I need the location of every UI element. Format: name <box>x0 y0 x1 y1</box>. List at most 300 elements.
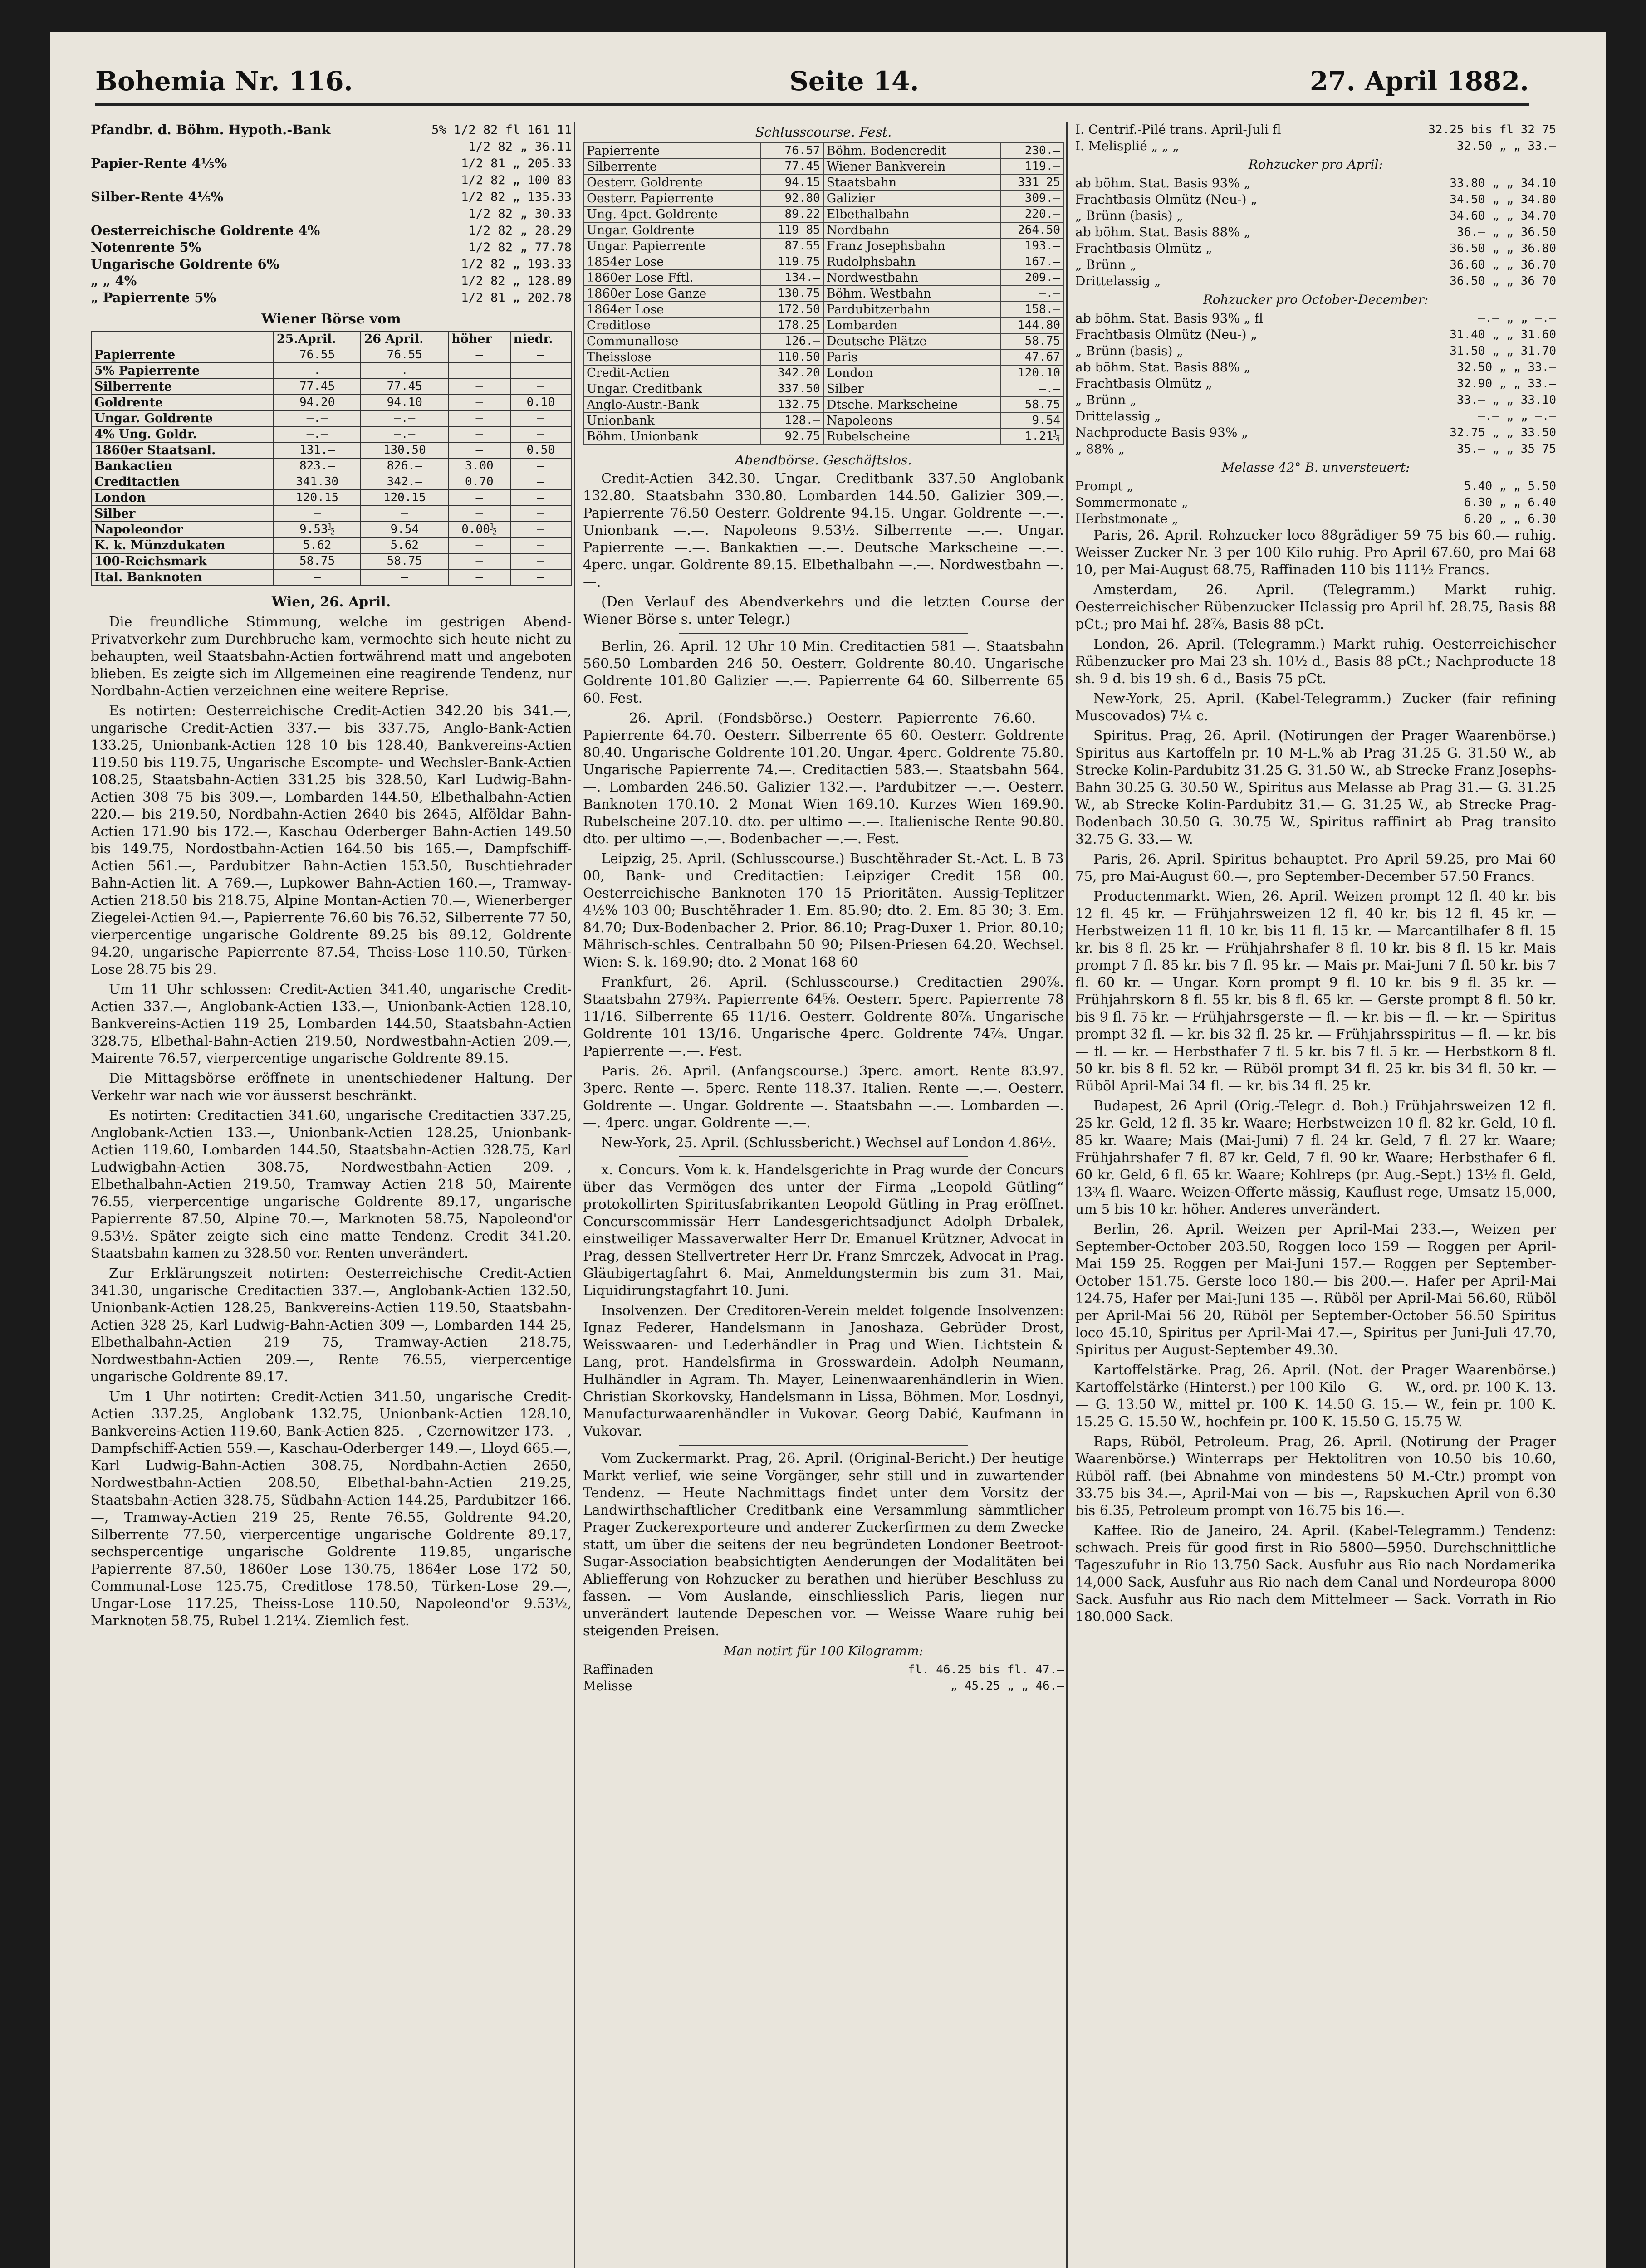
quote-cell: 58.75 <box>274 553 361 569</box>
security-name: Staatsbahn <box>823 175 1000 191</box>
paragraph: Berlin, 26. April. 12 Uhr 10 Min. Creditactien 581 —. Staatsbahn 560.50 Lombarden 246 50. Oesterr. Goldrente 80.40. Ungarische Goldrente 101.80 Galizier —.—. Papierrente 64 60. Silberrente 65 60. Fest. <box>583 639 1064 706</box>
price-value: „ 45.25 „ „ 46.— <box>950 1679 1064 1693</box>
security-name: Ungar. Goldrente <box>91 411 274 426</box>
table-row <box>583 206 1063 222</box>
security-name: Creditactien <box>91 474 274 490</box>
table-row <box>583 349 1063 365</box>
table-row <box>583 143 1063 159</box>
security-name: Dtsche. Markscheine <box>823 397 1000 413</box>
quote-cell: 144.80 <box>1000 318 1063 333</box>
security-name: Ung. 4pct. Goldrente <box>583 206 760 222</box>
price-label: ab böhm. Stat. Basis 88% „ <box>1075 225 1251 240</box>
bond-row <box>91 256 572 273</box>
paragraph: — 26. April. (Fondsbörse.) Oesterr. Papierrente 76.60. — Papierrente 64.70. Oesterr. Silberrente 65 60. Oesterr. Goldrente 80.40. Ungarische Goldrente 101.20. Ungar. 4perc. Goldrente 75.80. Ungarische Papierrente 74.—. Creditactien 583.—. Staatsbahn 564.—. Lombarden 246.50. Galizier 132.—. Pardubitzer —.—. Oesterr. Banknoten 170.10. 2 Monat Wien 169.10. Kurzes Wien 169.90. Rubelscheine 207.10. dto. per ultimo —.—. Italienische Rente 90.80. dto. per ultimo —.—. Bodenbacher —.—. Fest. <box>583 710 1064 847</box>
quote-cell: — <box>510 538 571 553</box>
price-value: 32.25 bis fl 32 75 <box>1428 123 1556 137</box>
price-label: ab böhm. Stat. Basis 88% „ <box>1075 360 1251 375</box>
price-label: Raffinaden <box>583 1662 653 1677</box>
paragraph: Es notirten: Oesterreichische Credit-Actien 342.20 bis 341.—, ungarische Credit-Actien 337.— bis 337.75, Anglo-Bank-Actien 133.25, Unionbank-Actien 128 10 bis 128.40, Bankvereins-Actien 119.50 bis 119.75, Ungarische Escompte- und Wechsler-Bank-Actien 108.25, Staatsbahn-Actien 331.25 bis 328.50, Karl Ludwig-Bahn-Actien 308 75 bis 309.—, Lombarden 144.50, Elbethalbahn-Actien 220.— bis 219.50, Nordbahn-Actien 2640 bis 2645, Alföldar Bahn-Actien 171.90 bis 172.—, Kaschau Oderberger Bahn-Actien 149.50 bis 149.75, Nordostbahn-Actien 164.50 bis 165.—, Dampfschiff-Actien 561.—, Pardubitzer Bahn-Actien 153.50, Buschtiehrader Bahn-Actien lit. A 769.—, Lupkower Bahn-Actien 160.—, Tramway-Actien 218.50 bis 218.75, Alpine Montan-Actien 70.—, Wienerberger Ziegelei-Actien 94.—, Papierrente 76.60 bis 76.52, Silberrente 77 50, vierpercentige ungarische Goldrente 89.25 bis 89.12, Goldrente 94.20, ungarische Papierrente 87.54, Theiss-Lose 110.50, Türken-Lose 28.75 bis 29. <box>91 703 572 978</box>
price-value: 32.75 „ „ 33.50 <box>1450 426 1556 440</box>
quote-cell: 132.75 <box>760 397 823 413</box>
table-row <box>91 569 571 585</box>
table-row <box>583 286 1063 302</box>
security-name: 1854er Lose <box>583 254 760 270</box>
price-value: 34.60 „ „ 34.70 <box>1450 209 1556 223</box>
price-row <box>583 1662 1064 1678</box>
security-name: Napoleons <box>823 413 1000 429</box>
security-name: London <box>91 490 274 506</box>
quote-cell: — <box>510 506 571 522</box>
bond-row <box>91 273 572 289</box>
security-name: Lombarden <box>823 318 1000 333</box>
quote-cell: 5.62 <box>274 538 361 553</box>
security-name: Anglo-Austr.-Bank <box>583 397 760 413</box>
quote-cell: 331 25 <box>1000 175 1063 191</box>
table-row <box>583 381 1063 397</box>
bond-value: 1/2 82 „ 135.33 <box>461 190 572 204</box>
security-name: Franz Josephsbahn <box>823 238 1000 254</box>
security-name: Pardubitzerbahn <box>823 302 1000 318</box>
bond-value: 1/2 82 „ 193.33 <box>461 257 572 271</box>
quote-cell: 220.— <box>1000 206 1063 222</box>
quote-cell: — <box>448 395 510 411</box>
bond-value: 1/2 82 „ 128.89 <box>461 274 572 288</box>
quote-cell: 337.50 <box>760 381 823 397</box>
price-label: Frachtbasis Olmütz (Neu-) „ <box>1075 192 1257 207</box>
price-value: 35.— „ „ 35 75 <box>1456 442 1556 456</box>
price-label: Frachtbasis Olmütz (Neu-) „ <box>1075 327 1257 342</box>
table-row <box>583 365 1063 381</box>
bond-value: 1/2 82 „ 30.33 <box>468 207 572 221</box>
price-row <box>1075 191 1556 208</box>
table-row <box>583 333 1063 349</box>
column-divider <box>1066 122 1068 2268</box>
security-name: Silber <box>823 381 1000 397</box>
security-name: London <box>823 365 1000 381</box>
wiener-boerse-table <box>91 331 572 586</box>
rohzucker-october-title: Rohzucker pro October-December: <box>1203 292 1429 307</box>
table-row <box>583 254 1063 270</box>
price-row <box>1075 343 1556 359</box>
quote-cell: 130.75 <box>760 286 823 302</box>
quote-cell: —.— <box>1000 286 1063 302</box>
section-divider <box>679 1445 968 1446</box>
quote-cell: — <box>448 442 510 458</box>
quote-cell: 130.50 <box>361 442 448 458</box>
quote-cell: 193.— <box>1000 238 1063 254</box>
table-header-row <box>91 331 571 347</box>
security-name: Silberrente <box>91 379 274 395</box>
quote-cell: 76.55 <box>361 347 448 363</box>
price-row <box>1075 240 1556 257</box>
paragraph: Leipzig, 25. April. (Schlusscourse.) Buschtěhrader St.-Act. L. B 73 00, Bank- und Creditactien: Leipziger Credit 158 00. Oesterreichische Banknoten 170 15 Prioritäten. Aussig-Teplitzer 4½% 103 00; Buschtěhrader 1. Em. 85.90; dto. 2. Em. 85 30; 3. Em. 84.70; Dux-Bodenbacher 2. Prior. 86.10; Prag-Duxer 1. Prior. 80.10; Mährisch-schles. Centralbahn 50 90; Pilsen-Priesen 64.20. Wechsel. Wien: S. k. 169.90; dto. 2 Monat 168 60 <box>583 851 1064 970</box>
quote-cell: 0.10 <box>510 395 571 411</box>
header-issue: Bohemia Nr. 116. <box>95 66 353 97</box>
bond-row <box>91 172 572 189</box>
security-name: Wiener Bankverein <box>823 159 1000 175</box>
table-row <box>91 395 571 411</box>
bond-name: „ Papierrente 5% <box>91 290 216 305</box>
bond-value: 1/2 82 „ 28.29 <box>468 224 572 238</box>
bond-name: Pfandbr. d. Böhm. Hypoth.-Bank <box>91 122 331 137</box>
security-name: Bankactien <box>91 458 274 474</box>
table-row <box>583 302 1063 318</box>
melasse-title: Melasse 42° B. unversteuert: <box>1221 460 1410 475</box>
price-row <box>1075 138 1556 154</box>
security-name: 1860er Staatsanl. <box>91 442 274 458</box>
security-name: Elbethalbahn <box>823 206 1000 222</box>
security-name: Oesterr. Papierrente <box>583 191 760 206</box>
price-row <box>1075 441 1556 457</box>
quote-cell: 92.80 <box>760 191 823 206</box>
abendboerse-title: Abendbörse. Geschäftslos. <box>735 452 912 468</box>
bond-list <box>91 122 572 306</box>
security-name: Creditlose <box>583 318 760 333</box>
bond-value: 5% 1/2 82 fl 161 11 <box>431 123 572 137</box>
quote-cell: 0.70 <box>448 474 510 490</box>
paragraph: (Den Verlauf des Abendverkehrs und die letzten Course der Wiener Börse s. unter Telegr.) <box>583 594 1064 627</box>
price-value: 33.80 „ „ 34.10 <box>1450 176 1556 190</box>
quote-cell: 128.— <box>760 413 823 429</box>
price-label: Drittelassig „ <box>1075 409 1161 424</box>
quote-cell: —.— <box>274 411 361 426</box>
table-header: 25.April. <box>274 331 361 347</box>
quote-cell: 77.45 <box>760 159 823 175</box>
bond-name: Oesterreichische Goldrente 4% <box>91 223 320 238</box>
wien-report-title: Wien, 26. April. <box>271 594 391 610</box>
price-label: Sommermonate „ <box>1075 495 1188 510</box>
table-row <box>583 270 1063 286</box>
quote-cell: 341.30 <box>274 474 361 490</box>
quote-cell: 0.50 <box>510 442 571 458</box>
quote-cell: 264.50 <box>1000 222 1063 238</box>
quote-cell: 94.15 <box>760 175 823 191</box>
price-label: „ Brünn „ <box>1075 392 1137 407</box>
price-row <box>1075 175 1556 191</box>
price-row <box>1075 257 1556 273</box>
bond-name: Silber-Rente 4⅕% <box>91 189 224 205</box>
quote-cell: — <box>448 506 510 522</box>
table-row <box>583 175 1063 191</box>
price-row <box>1075 122 1556 138</box>
price-label: I. Centrif.-Pilé trans. April-Juli fl <box>1075 122 1281 137</box>
security-name: Silber <box>91 506 274 522</box>
quote-cell: 209.— <box>1000 270 1063 286</box>
paragraph: Die Mittagsbörse eröffnete in unentschiedener Haltung. Der Verkehr war nach wie vor äusserst beschränkt. <box>91 1070 572 1104</box>
security-name: 5% Papierrente <box>91 363 274 379</box>
quote-cell: —.— <box>361 426 448 442</box>
quote-cell: 94.20 <box>274 395 361 411</box>
quote-cell: — <box>448 411 510 426</box>
price-value: 32.50 „ „ 33.— <box>1456 139 1556 153</box>
security-name: Ital. Banknoten <box>91 569 274 585</box>
security-name: Papierrente <box>91 347 274 363</box>
table-row <box>91 474 571 490</box>
paragraph: Berlin, 26. April. Weizen per April-Mai 233.—, Weizen per September-October 203.50, Roggen loco 159 — Roggen per April-Mai 159 25. Roggen per Mai-Juni 157.— Roggen per September-October 151.75. Gerste loco 180.— bis 200.—. Hafer per April-Mai 124.75, Hafer per Mai-Juni 135 —. Rüböl per April-Mai 56.60, Rüböl per April-Mai 56 20, Rüböl per September-October 56.50 Spiritus loco 45.10, Spiritus per April-Mai 47.—, Spiritus per Juni-Juli 47.70, Spiritus per August-September 49.30. <box>1075 1222 1556 1358</box>
security-name: Silberrente <box>583 159 760 175</box>
table-row <box>583 397 1063 413</box>
quote-cell: — <box>510 569 571 585</box>
quote-cell: —.— <box>361 363 448 379</box>
table-row <box>583 429 1063 445</box>
quote-cell: 172.50 <box>760 302 823 318</box>
table-header: höher <box>448 331 510 347</box>
price-value: 36.— „ „ 36.50 <box>1456 225 1556 239</box>
quote-cell: 89.22 <box>760 206 823 222</box>
price-row <box>1075 273 1556 289</box>
paragraph: Es notirten: Creditactien 341.60, ungarische Creditactien 337.25, Anglobank-Actien 133.—, Unionbank-Actien 128.25, Unionbank-Actien 119.60, Lombarden 144.50, Staatsbahn-Actien 328.75, Karl Ludwigbahn-Actien 308.75, Nordwestbahn-Actien 209.—, Elbethalbahn-Actien 219.50, Tramway Actien 218 50, Mairente 76.55, vierpercentige ungarische Goldrente 89.17, ungarische Papierrente 87.50, Alpine 70.—, Marknoten 58.75, Napoleond'or 9.53½. Später zeigte sich eine matte Tendenz. Credit 341.20. Staatsbahn kamen zu 328.50 vor. Renten unverändert. <box>91 1108 572 1261</box>
table-row <box>91 506 571 522</box>
table-row <box>583 238 1063 254</box>
paragraph: Raps, Rüböl, Petroleum. Prag, 26. April. (Notirung der Prager Waarenbörse.) Winterraps per Hektolitren von 10.50 bis 10.60, Rüböl raff. (bei Abnahme von mindestens 50 M.-Ctr.) prompt von 33.75 bis 34.—, April-Mai von — bis —, Rapskuchen April von 6.30 bis 6.35, Petroleum prompt von 16.75 bis 16.—. <box>1075 1434 1556 1519</box>
quote-cell: 94.10 <box>361 395 448 411</box>
table-row <box>91 538 571 553</box>
quote-cell: — <box>448 553 510 569</box>
price-value: 6.20 „ „ 6.30 <box>1464 512 1556 526</box>
quote-cell: — <box>510 553 571 569</box>
paragraph: New-York, 25. April. (Schlussbericht.) Wechsel auf London 4.86½. <box>601 1135 1057 1151</box>
price-label: Melisse <box>583 1678 632 1693</box>
quote-cell: 5.62 <box>361 538 448 553</box>
table-header: 26 April. <box>361 331 448 347</box>
quote-cell: 126.— <box>760 333 823 349</box>
quote-cell: 134.— <box>760 270 823 286</box>
price-value: 32.90 „ „ 33.— <box>1456 377 1556 391</box>
quote-cell: — <box>510 474 571 490</box>
price-label: „ 88% „ <box>1075 441 1125 456</box>
table-row <box>583 159 1063 175</box>
price-value: 34.50 „ „ 34.80 <box>1450 193 1556 206</box>
security-name: Böhm. Unionbank <box>583 429 760 445</box>
bond-value: 1/2 81 „ 202.78 <box>461 291 572 305</box>
bond-row <box>91 138 572 155</box>
quote-cell: — <box>448 538 510 553</box>
price-value: 36.60 „ „ 36.70 <box>1450 258 1556 272</box>
quote-cell: 58.75 <box>361 553 448 569</box>
quote-cell: 9.54 <box>1000 413 1063 429</box>
quote-cell: 9.53½ <box>274 522 361 538</box>
quote-cell: — <box>361 569 448 585</box>
price-value: 31.40 „ „ 31.60 <box>1450 328 1556 342</box>
quote-cell: — <box>510 522 571 538</box>
bond-value: 1/2 82 „ 77.78 <box>468 240 572 254</box>
price-row <box>1075 376 1556 392</box>
security-name: Böhm. Westbahn <box>823 286 1000 302</box>
quote-cell: — <box>361 506 448 522</box>
bond-name: Notenrente 5% <box>91 240 201 255</box>
quote-cell: 120.15 <box>361 490 448 506</box>
security-name: Goldrente <box>91 395 274 411</box>
quote-cell: 87.55 <box>760 238 823 254</box>
table-row <box>91 379 571 395</box>
quote-cell: — <box>448 347 510 363</box>
price-row <box>1075 359 1556 376</box>
quote-cell: 342.— <box>361 474 448 490</box>
quote-cell: — <box>274 506 361 522</box>
quote-cell: 119.75 <box>760 254 823 270</box>
table-row <box>91 411 571 426</box>
paragraph: Amsterdam, 26. April. (Telegramm.) Markt ruhig. Oesterreichischer Rübenzucker IIclassig pro April hf. 28.75, Basis 88 pCt.; pro Mai hf. 28⅞, Basis 88 pCt. <box>1075 582 1556 632</box>
quote-cell: 119.— <box>1000 159 1063 175</box>
sugar-price-title: Man notirt für 100 Kilogramm: <box>723 1643 924 1658</box>
price-row <box>1075 327 1556 343</box>
section-divider <box>679 1156 968 1157</box>
quote-cell: 131.— <box>274 442 361 458</box>
quote-cell: 120.10 <box>1000 365 1063 381</box>
security-name: Communallose <box>583 333 760 349</box>
quote-cell: 58.75 <box>1000 397 1063 413</box>
bond-name: Ungarische Goldrente 6% <box>91 256 279 272</box>
price-label: Frachtbasis Olmütz „ <box>1075 376 1212 391</box>
security-name: Ungar. Papierrente <box>583 238 760 254</box>
quote-cell: 230.— <box>1000 143 1063 159</box>
security-name: Paris <box>823 349 1000 365</box>
quote-cell: 826.— <box>361 458 448 474</box>
paragraph: Credit-Actien 342.30. Ungar. Creditbank 337.50 Anglobank 132.80. Staatsbahn 330.80. Lombarden 144.50. Galizier 309.—. Papierrente 76.50 Oesterr. Goldrente 94.15. Ungar. Goldrente —.—. Unionbank —.—. Napoleons 9.53½. Silberrente —.—. Ungar. Papierrente —.—. Bankaktien —.—. Deutsche Markscheine —.—. 4perc. ungar. Goldrente 89.15. Elbethalbahn —.—. Nordwestbahn —.—. <box>583 471 1064 590</box>
rohzucker-april-title: Rohzucker pro April: <box>1248 157 1383 172</box>
price-row <box>1075 478 1556 494</box>
quote-cell: — <box>510 363 571 379</box>
paragraph: New-York, 25. April. (Kabel-Telegramm.) Zucker (fair refining Muscovados) 7¼ c. <box>1075 691 1556 724</box>
price-value: 31.50 „ „ 31.70 <box>1450 344 1556 358</box>
paragraph: Vom Zuckermarkt. Prag, 26. April. (Original-Bericht.) Der heutige Markt verlief, wie seine Vorgänger, sehr still und in zuwartender Tendenz. — Heute Nachmittags findet unter dem Vorsitz der Landwirthschaftlicher Creditbank eine Versammlung sämmtlicher Prager Zuckerexporteure und anderer Zuckerfirmen zu dem Zwecke statt, um über die seitens der neu begründeten Londoner Beetroot-Sugar-Association beabsichtigten Aenderungen der Modalitäten bei Abliefferung von Rohzucker zu berathen und hierüber Beschluss zu fassen. — Vom Auslande, einschliesslich Paris, liegen nur unverändert lautende Depeschen vor. — Weisse Waare ruhig bei steigenden Preisen. <box>583 1451 1064 1639</box>
quote-cell: — <box>448 379 510 395</box>
security-name: Credit-Actien <box>583 365 760 381</box>
price-label: Frachtbasis Olmütz „ <box>1075 241 1212 256</box>
security-name: Rudolphsbahn <box>823 254 1000 270</box>
price-row <box>1075 224 1556 240</box>
quote-cell: — <box>448 569 510 585</box>
security-name: 4% Ung. Goldr. <box>91 426 274 442</box>
price-label: ab böhm. Stat. Basis 93% „ fl <box>1075 311 1263 326</box>
price-row <box>1075 208 1556 224</box>
quote-cell: — <box>510 347 571 363</box>
security-name: 1860er Lose Fftl. <box>583 270 760 286</box>
paragraph: Um 1 Uhr notirten: Credit-Actien 341.50, ungarische Credit-Actien 337.25, Anglobank 132.75, Unionbank-Actien 128.10, Bankvereins-Actien 119.60, Bank-Actien 825.—, Czernowitzer 173.—, Dampfschiff-Actien 559.—, Kaschau-Oderberger 149.—, Lloyd 665.—, Karl Ludwig-Bahn-Actien 308.75, Nordbahn-Actien 2650, Nordwestbahn-Actien 208.50, Elbethal-bahn-Actien 219.25, Staatsbahn-Actien 328.75, Südbahn-Actien 144.25, Pardubitzer 166.—, Tramway-Actien 219 25, Rente 76.55, Goldrente 94.20, Silberrente 77.50, vierpercentige ungarische Goldrente 89.17, sechspercentige ungarische Goldrente 119.85, ungarische Papierrente 87.50, 1860er Lose 130.75, 1864er Lose 172 50, Communal-Lose 125.75, Creditlose 178.50, Türken-Lose 29.—, Ungar-Lose 117.25, Theiss-Lose 110.50, Napoleond'or 9.53½, Marknoten 58.75, Rubel 1.21¼. Ziemlich fest. <box>91 1389 572 1629</box>
quote-cell: 76.55 <box>274 347 361 363</box>
price-value: 33.— „ „ 33.10 <box>1456 393 1556 407</box>
quote-cell: 342.20 <box>760 365 823 381</box>
price-row <box>1075 494 1556 511</box>
price-value: 6.30 „ „ 6.40 <box>1464 496 1556 509</box>
quote-cell: 110.50 <box>760 349 823 365</box>
security-name: Nordbahn <box>823 222 1000 238</box>
security-name: Napoleondor <box>91 522 274 538</box>
table-row <box>91 442 571 458</box>
table-row <box>91 458 571 474</box>
bond-name: Papier-Rente 4⅕% <box>91 156 227 171</box>
table-row <box>583 222 1063 238</box>
security-name: Deutsche Plätze <box>823 333 1000 349</box>
price-label: ab böhm. Stat. Basis 93% „ <box>1075 176 1251 191</box>
quote-cell: — <box>274 569 361 585</box>
price-value: —.— „ „ —.— <box>1478 312 1556 325</box>
table-row <box>91 347 571 363</box>
header-date: 27. April 1882. <box>1309 66 1529 97</box>
table-row <box>583 318 1063 333</box>
paragraph: Kaffee. Rio de Janeiro, 24. April. (Kabel-Telegramm.) Tendenz: schwach. Preis für good first in Rio 5800—5950. Durchschnittliche Tageszufuhr in Rio 13.750 Sack. Ausfuhr aus Rio nach Nordamerika 14,000 Sack, Ausfuhr aus Rio nach dem Canal und Nordeuropa 8000 Sack. Ausfuhr aus Rio nach dem Mittelmeer — Sack. Vorrath in Rio 180.000 Sack. <box>1075 1523 1556 1625</box>
quote-cell: — <box>510 458 571 474</box>
bond-value: 1/2 82 „ 100 83 <box>461 173 572 187</box>
price-label: Nachproducte Basis 93% „ <box>1075 425 1248 440</box>
table-header: niedr. <box>510 331 571 347</box>
security-name: 1860er Lose Ganze <box>583 286 760 302</box>
security-name: Papierrente <box>583 143 760 159</box>
security-name: 1864er Lose <box>583 302 760 318</box>
quote-cell: 167.— <box>1000 254 1063 270</box>
quote-cell: — <box>448 426 510 442</box>
quote-cell: 1.21¼ <box>1000 429 1063 445</box>
security-name: Rubelscheine <box>823 429 1000 445</box>
quote-cell: — <box>510 426 571 442</box>
security-name: 100-Reichsmark <box>91 553 274 569</box>
price-row <box>583 1678 1064 1694</box>
security-name: Böhm. Bodencredit <box>823 143 1000 159</box>
quote-cell: 77.45 <box>274 379 361 395</box>
price-label: „ Brünn (basis) „ <box>1075 343 1183 358</box>
security-name: Nordwestbahn <box>823 270 1000 286</box>
paragraph: Die freundliche Stimmung, welche im gestrigen Abend-Privatverkehr zum Durchbruche kam, vermochte sich heute nicht zu behaupten, weil Staatsbahn-Actien fortwährend matt und angeboten blieben. Es zeigte sich im Allgemeinen eine reagirende Tendenz, nur Nordbahn-Actien verzeichnen eine weitere Reprise. <box>91 614 572 699</box>
quote-cell: 92.75 <box>760 429 823 445</box>
quote-cell: 178.25 <box>760 318 823 333</box>
bond-row <box>91 222 572 239</box>
header-page-number: Seite 14. <box>789 66 919 97</box>
quote-cell: 158.— <box>1000 302 1063 318</box>
paragraph: Kartoffelstärke. Prag, 26. April. (Not. der Prager Waarenbörse.) Kartoffelstärke (Hinterst.) per 100 Kilo — G. — W., ord. pr. 100 K. 13.— G. 13.50 W., mittel pr. 100 K. 14.50 G. 15.— W., fein pr. 100 K. 15.25 G. 15.50 W., hochfein pr. 100 K. 15.50 G. 15.75 W. <box>1075 1362 1556 1430</box>
quote-cell: 0.00½ <box>448 522 510 538</box>
column-right <box>1075 122 1556 2268</box>
security-name: Galizier <box>823 191 1000 206</box>
price-value: 5.40 „ „ 5.50 <box>1464 479 1556 493</box>
column-middle <box>583 122 1064 2268</box>
bond-name: „ „ 4% <box>91 273 137 288</box>
bond-row <box>91 239 572 256</box>
quote-cell: 77.45 <box>361 379 448 395</box>
paragraph: Um 11 Uhr schlossen: Credit-Actien 341.40, ungarische Credit-Actien 337.—, Anglobank-Actien 133.—, Unionbank-Actien 128.10, Bankvereins-Actien 119 25, Lombarden 144.50, Staatsbahn-Actien 328.75, Elbethal-Bahn-Actien 219.50, Nordwestbahn-Actien 209.—, Mairente 76.57, vierpercentige ungarische Goldrente 89.15. <box>91 982 572 1066</box>
table-row <box>91 363 571 379</box>
price-label: „ Brünn „ <box>1075 257 1137 272</box>
quote-cell: 47.67 <box>1000 349 1063 365</box>
security-name: Ungar. Goldrente <box>583 222 760 238</box>
wiener-boerse-title: Wiener Börse vom <box>261 311 401 327</box>
price-value: —.— „ „ —.— <box>1478 410 1556 423</box>
security-name: Theisslose <box>583 349 760 365</box>
paragraph: Spiritus. Prag, 26. April. (Notirungen der Prager Waarenbörse.) Spiritus aus Kartoffeln pr. 10 M-L.% ab Prag 31.25 G. 31.50 W., ab Strecke Kolin-Pardubitz 31.25 G. 31.50 W., ab Strecke Franz Josephs-Bahn 30.25 G. 30.50 W., Spiritus aus Melasse ab Prag 31.— G. 31.25 W., ab Strecke Kolin-Pardubitz 31.— G. 31.25 W., ab Strecke Prag-Bodenbach 30.50 G. 30.75 W., Spiritus raffinirt ab Prag transito 32.75 G. 33.— W. <box>1075 728 1556 847</box>
price-label: I. Melisplié „ „ „ <box>1075 138 1180 153</box>
quote-cell: — <box>510 411 571 426</box>
bond-row <box>91 205 572 222</box>
security-name: Unionbank <box>583 413 760 429</box>
security-name: K. k. Münzdukaten <box>91 538 274 553</box>
quote-cell: — <box>448 490 510 506</box>
bond-row <box>91 189 572 205</box>
page-header <box>95 61 1529 102</box>
paragraph: London, 26. April. (Telegramm.) Markt ruhig. Oesterreichischer Rübenzucker pro Mai 23 sh. 10½ d., Basis 88 pCt.; Nachproducte 18 sh. 9 d. bis 19 sh. 6 d., Basis 75 pCt. <box>1075 636 1556 687</box>
quote-cell: 76.57 <box>760 143 823 159</box>
price-value: 36.50 „ „ 36 70 <box>1450 274 1556 288</box>
quote-cell: — <box>510 490 571 506</box>
bond-row <box>91 122 572 138</box>
paragraph: Paris, 26. April. Spiritus behauptet. Pro April 59.25, pro Mai 60 75, pro Mai-August 60.—, pro September-December 57.50 Francs. <box>1075 851 1556 885</box>
paragraph: Frankfurt, 26. April. (Schlusscourse.) Creditactien 290⅞. Staatsbahn 279¾. Papierrente 64⅝. Oesterr. 5perc. Papierrente 78 11/16. Silberrente 65 11/16. Oesterr. Goldrente 80⅞. Ungarische Goldrente 101 13/16. Ungarische 4perc. Goldrente 74⅞. Ungar. Papierrente —.—. Fest. <box>583 974 1064 1059</box>
bond-row <box>91 155 572 172</box>
table-row <box>91 553 571 569</box>
price-value: 36.50 „ „ 36.80 <box>1450 242 1556 255</box>
header-rule <box>95 103 1529 106</box>
quote-cell: 119 85 <box>760 222 823 238</box>
price-value: fl. 46.25 bis fl. 47.— <box>907 1663 1064 1677</box>
price-row <box>1075 425 1556 441</box>
